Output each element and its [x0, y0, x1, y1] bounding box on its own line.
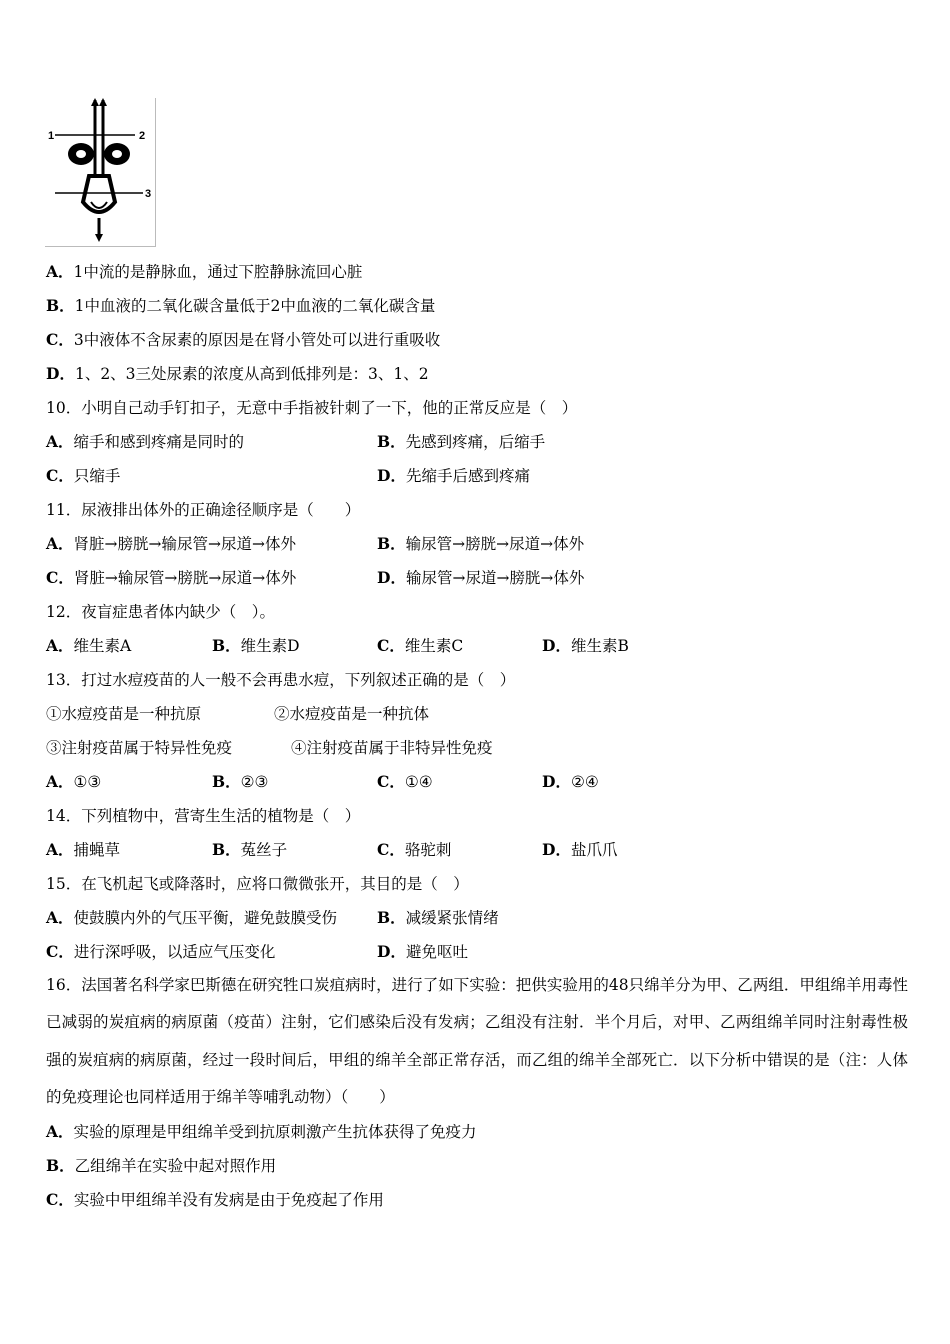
q10-option-c: C．只缩手	[46, 466, 121, 485]
label-2: 2	[139, 130, 146, 142]
q10-option-b: B．先感到疼痛，后缩手	[377, 432, 546, 451]
q13-option-c: C．①④	[377, 772, 433, 791]
q13-statement-2: ②水痘疫苗是一种抗体	[274, 705, 430, 723]
q16-option-c: C．实验中甲组绵羊没有发病是由于免疫起了作用	[46, 1190, 384, 1209]
q12-option-d: D．维生素B	[542, 636, 629, 655]
q11-stem: 11．尿液排出体外的正确途径顺序是（ ）	[46, 501, 361, 519]
label-3: 3	[145, 188, 152, 200]
q10-stem: 10．小明自己动手钉扣子，无意中手指被针刺了一下，他的正常反应是（ ）	[46, 399, 578, 417]
q13-statement-1: ①水痘疫苗是一种抗原	[46, 705, 202, 723]
q11-option-b: B．输尿管→膀胱→尿道→体外	[377, 534, 585, 553]
q14-option-c: C．骆驼刺	[377, 840, 452, 859]
q13-statement-3: ③注射疫苗属于特异性免疫	[46, 739, 233, 757]
label-1: 1	[48, 130, 55, 142]
q14-option-b: B．菟丝子	[212, 840, 288, 859]
q13-stem: 13．打过水痘疫苗的人一般不会再患水痘，下列叙述正确的是（ ）	[46, 671, 516, 689]
q14-option-d: D．盐爪爪	[542, 840, 618, 859]
q16-stem: 16．法国著名科学家巴斯德在研究牲口炭疽病时，进行了如下实验：把供实验用的48只绵羊分为甲、乙两组．甲组绵羊用毒性已减弱的炭疽病的病原菌（疫苗）注射，它们感染后没有发病；乙组没有注射．半个月后，对甲、乙两组绵羊同时注射毒性极强的炭疽病的病原菌，经过一段时间后，甲组的绵羊全部正常存活，而乙组的绵羊全部死亡．以下分析中错误的是（注：人体的免疫理论也同样适用于绵羊等哺乳动物）（ ）	[46, 976, 908, 1106]
q16-option-b: B．乙组绵羊在实验中起对照作用	[46, 1156, 277, 1175]
q10-option-d: D．先缩手后感到疼痛	[377, 466, 530, 485]
q12-option-c: C．维生素C	[377, 636, 464, 655]
q15-stem: 15．在飞机起飞或降落时，应将口微微张开，其目的是（ ）	[46, 875, 469, 893]
q10-option-a: A．缩手和感到疼痛是同时的	[46, 432, 245, 451]
q14-option-a: A．捕蝇草	[46, 840, 121, 859]
q11-option-d: D．输尿管→尿道→膀胱→体外	[377, 568, 585, 587]
q11-option-a: A．肾脏→膀胱→输尿管→尿道→体外	[46, 534, 296, 553]
q15-option-c: C．进行深呼吸，以适应气压变化	[46, 942, 276, 961]
q16-option-a: A．实验的原理是甲组绵羊受到抗原刺激产生抗体获得了免疫力	[46, 1122, 477, 1141]
q9-option-a: A．1中流的是静脉血，通过下腔静脉流回心脏	[46, 262, 363, 281]
q14-stem: 14．下列植物中，营寄生生活的植物是（ ）	[46, 807, 361, 825]
q12-option-b: B．维生素D	[212, 636, 300, 655]
kidney-diagram	[45, 98, 156, 247]
q12-option-a: A．维生素A	[46, 636, 132, 655]
q12-stem: 12．夜盲症患者体内缺少（ ）。	[46, 603, 275, 621]
q13-option-d: D．②④	[542, 772, 599, 791]
q15-option-a: A．使鼓膜内外的气压平衡，避免鼓膜受伤	[46, 908, 338, 927]
q11-option-c: C．肾脏→输尿管→膀胱→尿道→体外	[46, 568, 297, 587]
q13-statement-4: ④注射疫苗属于非特异性免疫	[291, 739, 493, 757]
kidney-diagram-svg	[45, 98, 155, 246]
q15-option-d: D．避免呕吐	[377, 942, 468, 961]
q9-option-d: D．1、2、3三处尿素的浓度从高到低排列是：3、1、2	[46, 364, 429, 383]
q9-option-c: C．3中液体不含尿素的原因是在肾小管处可以进行重吸收	[46, 330, 441, 349]
q13-option-b: B．②③	[212, 772, 269, 791]
q13-option-a: A．①③	[46, 772, 102, 791]
q15-option-b: B．减缓紧张情绪	[377, 908, 499, 927]
q9-option-b: B．1中血液的二氧化碳含量低于2中血液的二氧化碳含量	[46, 296, 436, 315]
